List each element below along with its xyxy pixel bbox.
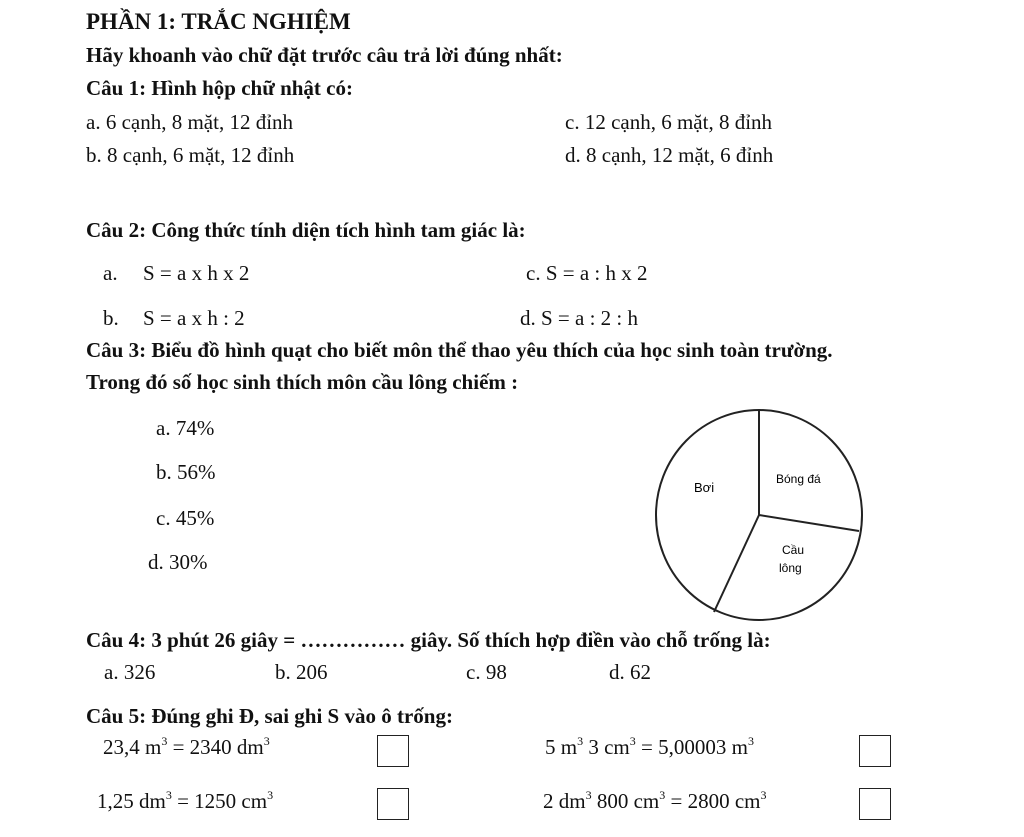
q1-question: Câu 1: Hình hộp chữ nhật có:	[86, 76, 353, 100]
pie-label-badminton-1: Cầu	[782, 543, 805, 557]
q3-option-d: d. 30%	[148, 550, 208, 574]
q4-question: Câu 4: 3 phút 26 giây = …………… giây. Số thích hợp điền vào chỗ trống là:	[86, 628, 771, 652]
pie-label-football: Bóng đá	[776, 472, 821, 486]
q3-question-line2: Trong đó số học sinh thích môn cầu lông chiếm :	[86, 370, 519, 394]
q5-answer-box-4[interactable]	[859, 788, 891, 820]
q3-option-a: a. 74%	[156, 416, 215, 440]
q5-question: Câu 5: Đúng ghi Đ, sai ghi S vào ô trống:	[86, 704, 453, 728]
q1-option-d: d. 8 cạnh, 12 mặt, 6 đỉnh	[565, 143, 774, 167]
q2-option-a-letter: a.	[103, 261, 118, 285]
q2-option-b: S = a x h : 2	[143, 306, 245, 330]
q5-statement-1: 23,4 $m^3 = 2340$ $dm^3$	[103, 734, 270, 759]
q3-option-c: c. 45%	[156, 506, 215, 530]
q4-option-a: a. 326	[104, 660, 156, 684]
instruction: Hãy khoanh vào chữ đặt trước câu trả lời đúng nhất:	[86, 43, 563, 67]
q5-answer-box-2[interactable]	[859, 735, 891, 767]
q2-question: Câu 2: Công thức tính diện tích hình tam giác là:	[86, 218, 526, 242]
q1-option-b: b. 8 cạnh, 6 mặt, 12 đỉnh	[86, 143, 295, 167]
q1-option-a: a. 6 cạnh, 8 mặt, 12 đỉnh	[86, 110, 294, 134]
part-title: PHẦN 1: TRẮC NGHIỆM	[86, 9, 351, 34]
q1-option-c: c. 12 cạnh, 6 mặt, 8 đỉnh	[565, 110, 773, 134]
q5-statement-4: 2 $dm^3$ 800 $cm^3 = 2800$ $cm^3$	[543, 788, 767, 813]
q2-option-c: c. S = a : h x 2	[526, 261, 648, 285]
q5-answer-box-1[interactable]	[377, 735, 409, 767]
q5-statement-2: 5 $m^3$ 3 $cm^3 = 5,00003$ $m^3$	[545, 734, 754, 759]
q3-question-line1: Câu 3: Biểu đồ hình quạt cho biết môn thể thao yêu thích của học sinh toàn trường.	[86, 338, 833, 362]
pie-label-swim: Bơi	[694, 480, 715, 495]
q5-answer-box-3[interactable]	[377, 788, 409, 820]
q3-option-b: b. 56%	[156, 460, 216, 484]
q5-statement-3: 1,25 $dm^3 = 1250$ $cm^3$	[97, 788, 274, 813]
q4-option-d: d. 62	[609, 660, 651, 684]
q2-option-a: S = a x h x 2	[143, 261, 250, 285]
pie-label-badminton-2: lông	[779, 561, 802, 575]
q4-option-c: c. 98	[466, 660, 507, 684]
q2-option-d: d. S = a : 2 : h	[520, 306, 639, 330]
q2-option-b-letter: b.	[103, 306, 119, 330]
sports-pie-chart	[653, 408, 865, 622]
q4-option-b: b. 206	[275, 660, 328, 684]
